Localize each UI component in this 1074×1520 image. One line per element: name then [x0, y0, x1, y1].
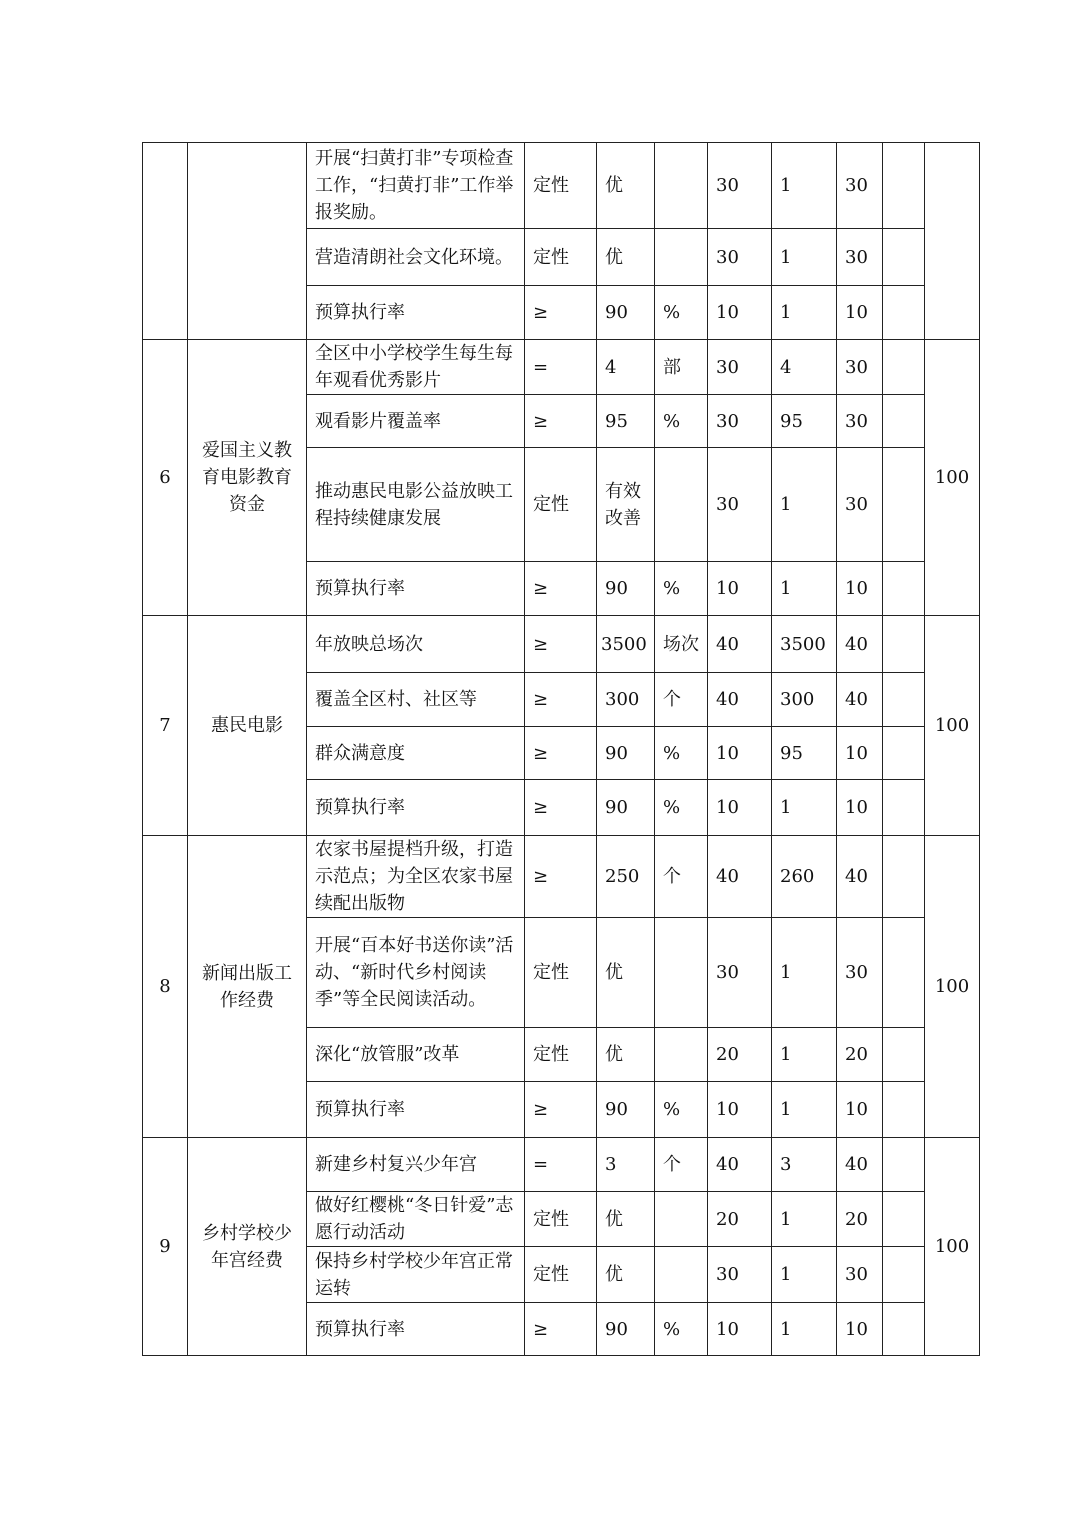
- project-total-score: 100: [925, 836, 980, 1138]
- cell-op: 定性: [525, 918, 597, 1028]
- cell-weight: 20: [708, 1192, 772, 1247]
- cell-target: 90: [597, 286, 655, 340]
- cell-note: [883, 1082, 925, 1138]
- cell-weight: 30: [708, 395, 772, 448]
- cell-unit: [655, 1247, 708, 1303]
- cell-weight: 20: [708, 1028, 772, 1082]
- cell-note: [883, 673, 925, 727]
- cell-op: ≥: [525, 395, 597, 448]
- cell-target: 90: [597, 727, 655, 780]
- cell-score: 10: [837, 727, 883, 780]
- cell-score: 40: [837, 836, 883, 918]
- cell-op: 定性: [525, 143, 597, 229]
- cell-op: ≥: [525, 286, 597, 340]
- cell-actual: 1: [772, 562, 837, 616]
- cell-op: =: [525, 1138, 597, 1192]
- cell-unit: [655, 918, 708, 1028]
- cell-target: 3500: [597, 616, 655, 673]
- cell-note: [883, 1247, 925, 1303]
- cell-unit: [655, 1028, 708, 1082]
- cell-actual: 3500: [772, 616, 837, 673]
- cell-unit: [655, 448, 708, 562]
- cell-note: [883, 836, 925, 918]
- indicator-name: 推动惠民电影公益放映工程持续健康发展: [307, 448, 525, 562]
- cell-score: 30: [837, 395, 883, 448]
- cell-target: 90: [597, 780, 655, 836]
- cell-unit: [655, 1192, 708, 1247]
- cell-target: 有效改善: [597, 448, 655, 562]
- cell-score: 20: [837, 1192, 883, 1247]
- table-row: [143, 340, 980, 395]
- cell-unit: 部: [655, 340, 708, 395]
- cell-score: 30: [837, 918, 883, 1028]
- indicator-name: 覆盖全区村、社区等: [307, 673, 525, 727]
- cell-weight: 10: [708, 286, 772, 340]
- cell-actual: 95: [772, 727, 837, 780]
- project-total-score: [925, 143, 980, 340]
- cell-score: 30: [837, 340, 883, 395]
- project-number: 7: [143, 616, 188, 836]
- cell-actual: 1: [772, 1303, 837, 1356]
- cell-score: 10: [837, 1082, 883, 1138]
- cell-actual: 1: [772, 1028, 837, 1082]
- cell-weight: 40: [708, 1138, 772, 1192]
- cell-op: ≥: [525, 727, 597, 780]
- cell-weight: 10: [708, 1303, 772, 1356]
- cell-target: 优: [597, 1192, 655, 1247]
- cell-note: [883, 1138, 925, 1192]
- cell-target: 优: [597, 1028, 655, 1082]
- cell-weight: 40: [708, 616, 772, 673]
- cell-op: 定性: [525, 448, 597, 562]
- cell-weight: 10: [708, 1082, 772, 1138]
- cell-weight: 30: [708, 340, 772, 395]
- project-name: [188, 143, 307, 340]
- cell-note: [883, 780, 925, 836]
- cell-note: [883, 286, 925, 340]
- cell-unit: 场次: [655, 616, 708, 673]
- indicator-name: 预算执行率: [307, 562, 525, 616]
- cell-actual: 95: [772, 395, 837, 448]
- cell-target: 90: [597, 1303, 655, 1356]
- project-name: 新闻出版工作经费: [188, 836, 307, 1138]
- cell-actual: 1: [772, 1082, 837, 1138]
- cell-weight: 30: [708, 229, 772, 286]
- cell-note: [883, 1192, 925, 1247]
- cell-score: 10: [837, 780, 883, 836]
- indicator-name: 新建乡村复兴少年宫: [307, 1138, 525, 1192]
- indicator-name: 预算执行率: [307, 286, 525, 340]
- cell-score: 20: [837, 1028, 883, 1082]
- cell-unit: %: [655, 286, 708, 340]
- cell-target: 90: [597, 1082, 655, 1138]
- cell-unit: 个: [655, 1138, 708, 1192]
- cell-op: =: [525, 340, 597, 395]
- table-row: [143, 616, 980, 673]
- cell-actual: 300: [772, 673, 837, 727]
- indicator-name: 预算执行率: [307, 1303, 525, 1356]
- indicator-name: 做好红樱桃“冬日针爱”志愿行动活动: [307, 1192, 525, 1247]
- project-total-score: 100: [925, 340, 980, 616]
- cell-target: 300: [597, 673, 655, 727]
- project-name: 乡村学校少年宫经费: [188, 1138, 307, 1356]
- cell-score: 30: [837, 229, 883, 286]
- cell-score: 10: [837, 1303, 883, 1356]
- cell-weight: 30: [708, 1247, 772, 1303]
- cell-unit: %: [655, 562, 708, 616]
- cell-weight: 40: [708, 836, 772, 918]
- cell-note: [883, 616, 925, 673]
- cell-target: 优: [597, 143, 655, 229]
- indicator-name: 开展“百本好书送你读”活动、“新时代乡村阅读季”等全民阅读活动。: [307, 918, 525, 1028]
- cell-weight: 30: [708, 918, 772, 1028]
- cell-unit: 个: [655, 836, 708, 918]
- cell-op: ≥: [525, 673, 597, 727]
- table-row: [143, 1138, 980, 1192]
- project-number: 9: [143, 1138, 188, 1356]
- cell-note: [883, 395, 925, 448]
- cell-score: 30: [837, 448, 883, 562]
- cell-target: 250: [597, 836, 655, 918]
- cell-note: [883, 143, 925, 229]
- table-row: [143, 836, 980, 918]
- cell-target: 优: [597, 1247, 655, 1303]
- cell-op: 定性: [525, 1247, 597, 1303]
- cell-weight: 40: [708, 673, 772, 727]
- cell-target: 95: [597, 395, 655, 448]
- cell-target: 90: [597, 562, 655, 616]
- cell-op: ≥: [525, 1082, 597, 1138]
- cell-score: 30: [837, 143, 883, 229]
- cell-target: 4: [597, 340, 655, 395]
- indicator-name: 保持乡村学校少年宫正常运转: [307, 1247, 525, 1303]
- cell-weight: 10: [708, 780, 772, 836]
- indicator-name: 开展“扫黄打非”专项检查工作，“扫黄打非”工作举报奖励。: [307, 143, 525, 229]
- indicator-name: 观看影片覆盖率: [307, 395, 525, 448]
- indicator-name: 预算执行率: [307, 780, 525, 836]
- project-number: 8: [143, 836, 188, 1138]
- cell-actual: 3: [772, 1138, 837, 1192]
- cell-note: [883, 1303, 925, 1356]
- cell-note: [883, 562, 925, 616]
- indicator-name: 农家书屋提档升级，打造示范点；为全区农家书屋续配出版物: [307, 836, 525, 918]
- indicator-name: 深化“放管服”改革: [307, 1028, 525, 1082]
- cell-op: ≥: [525, 1303, 597, 1356]
- cell-weight: 10: [708, 727, 772, 780]
- cell-score: 10: [837, 286, 883, 340]
- project-name: 惠民电影: [188, 616, 307, 836]
- cell-note: [883, 229, 925, 286]
- cell-unit: [655, 143, 708, 229]
- cell-actual: 1: [772, 780, 837, 836]
- cell-score: 40: [837, 673, 883, 727]
- cell-actual: 1: [772, 229, 837, 286]
- cell-op: 定性: [525, 1192, 597, 1247]
- cell-actual: 1: [772, 286, 837, 340]
- cell-op: 定性: [525, 229, 597, 286]
- cell-score: 10: [837, 562, 883, 616]
- cell-op: ≥: [525, 780, 597, 836]
- cell-weight: 30: [708, 448, 772, 562]
- cell-score: 30: [837, 1247, 883, 1303]
- project-total-score: 100: [925, 616, 980, 836]
- cell-note: [883, 340, 925, 395]
- project-number: 6: [143, 340, 188, 616]
- cell-weight: 30: [708, 143, 772, 229]
- indicator-name: 全区中小学校学生每生每年观看优秀影片: [307, 340, 525, 395]
- cell-note: [883, 918, 925, 1028]
- project-name: 爱国主义教育电影教育资金: [188, 340, 307, 616]
- cell-unit: %: [655, 1082, 708, 1138]
- cell-note: [883, 448, 925, 562]
- cell-actual: 260: [772, 836, 837, 918]
- cell-note: [883, 727, 925, 780]
- indicator-name: 预算执行率: [307, 1082, 525, 1138]
- cell-unit: [655, 229, 708, 286]
- cell-target: 优: [597, 229, 655, 286]
- performance-table: [142, 142, 980, 1356]
- cell-target: 优: [597, 918, 655, 1028]
- cell-score: 40: [837, 616, 883, 673]
- cell-actual: 4: [772, 340, 837, 395]
- cell-unit: %: [655, 395, 708, 448]
- cell-op: ≥: [525, 836, 597, 918]
- cell-unit: %: [655, 780, 708, 836]
- cell-actual: 1: [772, 448, 837, 562]
- indicator-name: 营造清朗社会文化环境。: [307, 229, 525, 286]
- cell-actual: 1: [772, 1247, 837, 1303]
- cell-actual: 1: [772, 143, 837, 229]
- indicator-name: 群众满意度: [307, 727, 525, 780]
- cell-actual: 1: [772, 1192, 837, 1247]
- cell-actual: 1: [772, 918, 837, 1028]
- table-row: [143, 143, 980, 229]
- project-total-score: 100: [925, 1138, 980, 1356]
- cell-unit: %: [655, 1303, 708, 1356]
- cell-op: ≥: [525, 616, 597, 673]
- cell-weight: 10: [708, 562, 772, 616]
- cell-unit: 个: [655, 673, 708, 727]
- cell-op: 定性: [525, 1028, 597, 1082]
- cell-op: ≥: [525, 562, 597, 616]
- cell-target: 3: [597, 1138, 655, 1192]
- project-number: [143, 143, 188, 340]
- cell-note: [883, 1028, 925, 1082]
- indicator-name: 年放映总场次: [307, 616, 525, 673]
- cell-score: 40: [837, 1138, 883, 1192]
- cell-unit: %: [655, 727, 708, 780]
